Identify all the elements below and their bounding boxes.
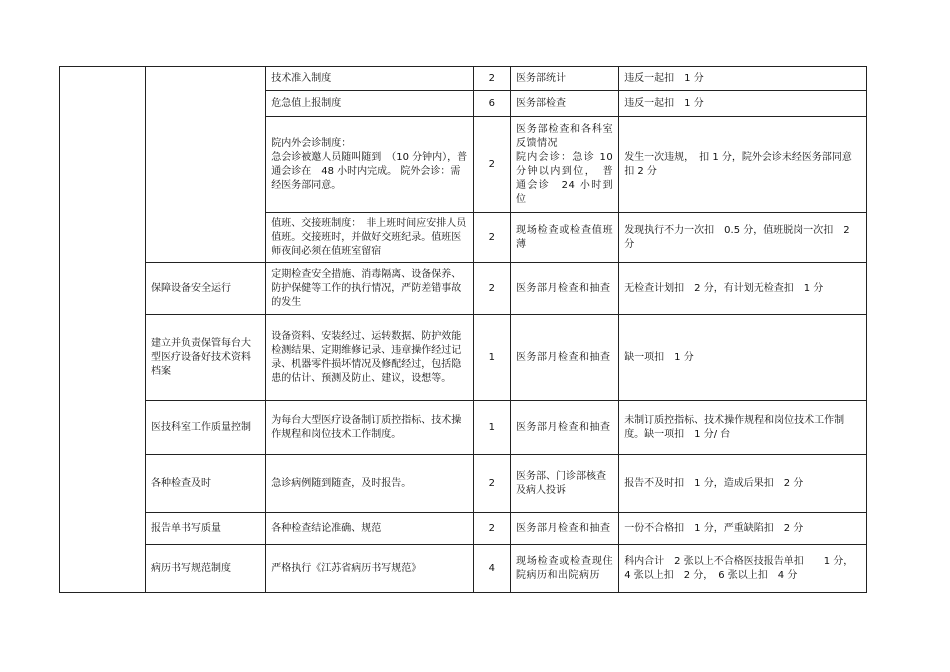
deduction-cell: 违反一起扣 1 分 (619, 67, 867, 91)
outer-category-cell (60, 67, 146, 593)
score-cell: 2 (473, 263, 510, 315)
category-cell: 报告单书写质量 (145, 513, 265, 545)
content-cell: 设备资料、安装经过、运转数据、防护效能检测结果、定期维修记录、违章操作经过记录、机器零件损坏情况及修配经过，包括隐患的估计、预测及防止、建议，设想等。 (266, 315, 473, 401)
score-cell: 2 (473, 213, 510, 263)
table-row (60, 545, 867, 593)
content-cell: 值班、交接班制度： 非上班时间应安排人员值班。交接班时，并做好交班纪录。值班医师夜间必须在值班室留宿 (266, 213, 473, 263)
deduction-cell: 发生一次违规， 扣 1 分，院外会诊未经医务部同意扣 2 分 (619, 117, 867, 213)
deduction-cell: 科内合计 2 张以上不合格医技报告单扣 1 分， 4 张以上扣 2 分， 6 张以上扣 4 分 (619, 545, 867, 593)
table-row (60, 455, 867, 513)
table-row (60, 263, 867, 315)
content-cell: 危急值上报制度 (266, 91, 473, 117)
score-cell: 2 (473, 455, 510, 513)
content-cell: 严格执行《江苏省病历书写规范》 (266, 545, 473, 593)
content-cell: 定期检查安全措施、消毒隔离、设备保养、防护保健等工作的执行情况，严防差错事故的发生 (266, 263, 473, 315)
score-cell: 2 (473, 117, 510, 213)
category-cell: 各种检查及时 (145, 455, 265, 513)
method-cell: 医务部月检查和抽查 (510, 315, 618, 401)
deduction-cell: 无检查计划扣 2 分，有计划无检查扣 1 分 (619, 263, 867, 315)
category-cell (145, 67, 265, 263)
method-cell: 医务部检查和各科室反馈情况 院内会诊：急诊 10 分钟以内到位， 普通会诊 24 小时到位 (510, 117, 618, 213)
method-cell: 医务部月检查和抽查 (510, 513, 618, 545)
table-row (60, 401, 867, 455)
score-cell: 1 (473, 401, 510, 455)
category-cell: 保障设备安全运行 (145, 263, 265, 315)
method-cell: 现场检查或检查现住院病历和出院病历 (510, 545, 618, 593)
table-row (60, 315, 867, 401)
evaluation-table (59, 66, 867, 593)
deduction-cell: 发现执行不力一次扣 0.5 分，值班脱岗一次扣 2 分 (619, 213, 867, 263)
deduction-cell: 违反一起扣 1 分 (619, 91, 867, 117)
deduction-cell: 一份不合格扣 1 分，严重缺陷扣 2 分 (619, 513, 867, 545)
score-cell: 4 (473, 545, 510, 593)
table-row (60, 513, 867, 545)
score-cell: 2 (473, 67, 510, 91)
content-cell: 各种检查结论准确、规范 (266, 513, 473, 545)
table-row (60, 67, 867, 91)
content-cell: 为每台大型医疗设备制订质控指标、技术操作规程和岗位技术工作制度。 (266, 401, 473, 455)
method-cell: 现场检查或检查值班薄 (510, 213, 618, 263)
category-cell: 医技科室工作质量控制 (145, 401, 265, 455)
method-cell: 医务部检查 (510, 91, 618, 117)
category-cell: 病历书写规范制度 (145, 545, 265, 593)
method-cell: 医务部月检查和抽查 (510, 263, 618, 315)
method-cell: 医务部统计 (510, 67, 618, 91)
deduction-cell: 报告不及时扣 1 分，造成后果扣 2 分 (619, 455, 867, 513)
category-cell: 建立并负责保管每台大型医疗设备好技术资料档案 (145, 315, 265, 401)
score-cell: 2 (473, 513, 510, 545)
content-cell: 院内外会诊制度： 急会诊被邀人员随叫随到 （10 分钟内），普通会诊在 48 小时内完成。 院外会诊：需经医务部同意。 (266, 117, 473, 213)
content-cell: 急诊病例随到随查，及时报告。 (266, 455, 473, 513)
content-cell: 技术准入制度 (266, 67, 473, 91)
method-cell: 医务部、门诊部核查及病人投诉 (510, 455, 618, 513)
score-cell: 6 (473, 91, 510, 117)
method-cell: 医务部月检查和抽查 (510, 401, 618, 455)
deduction-cell: 缺一项扣 1 分 (619, 315, 867, 401)
deduction-cell: 未制订质控指标、技术操作规程和岗位技术工作制度。缺一项扣 1 分/ 台 (619, 401, 867, 455)
score-cell: 1 (473, 315, 510, 401)
